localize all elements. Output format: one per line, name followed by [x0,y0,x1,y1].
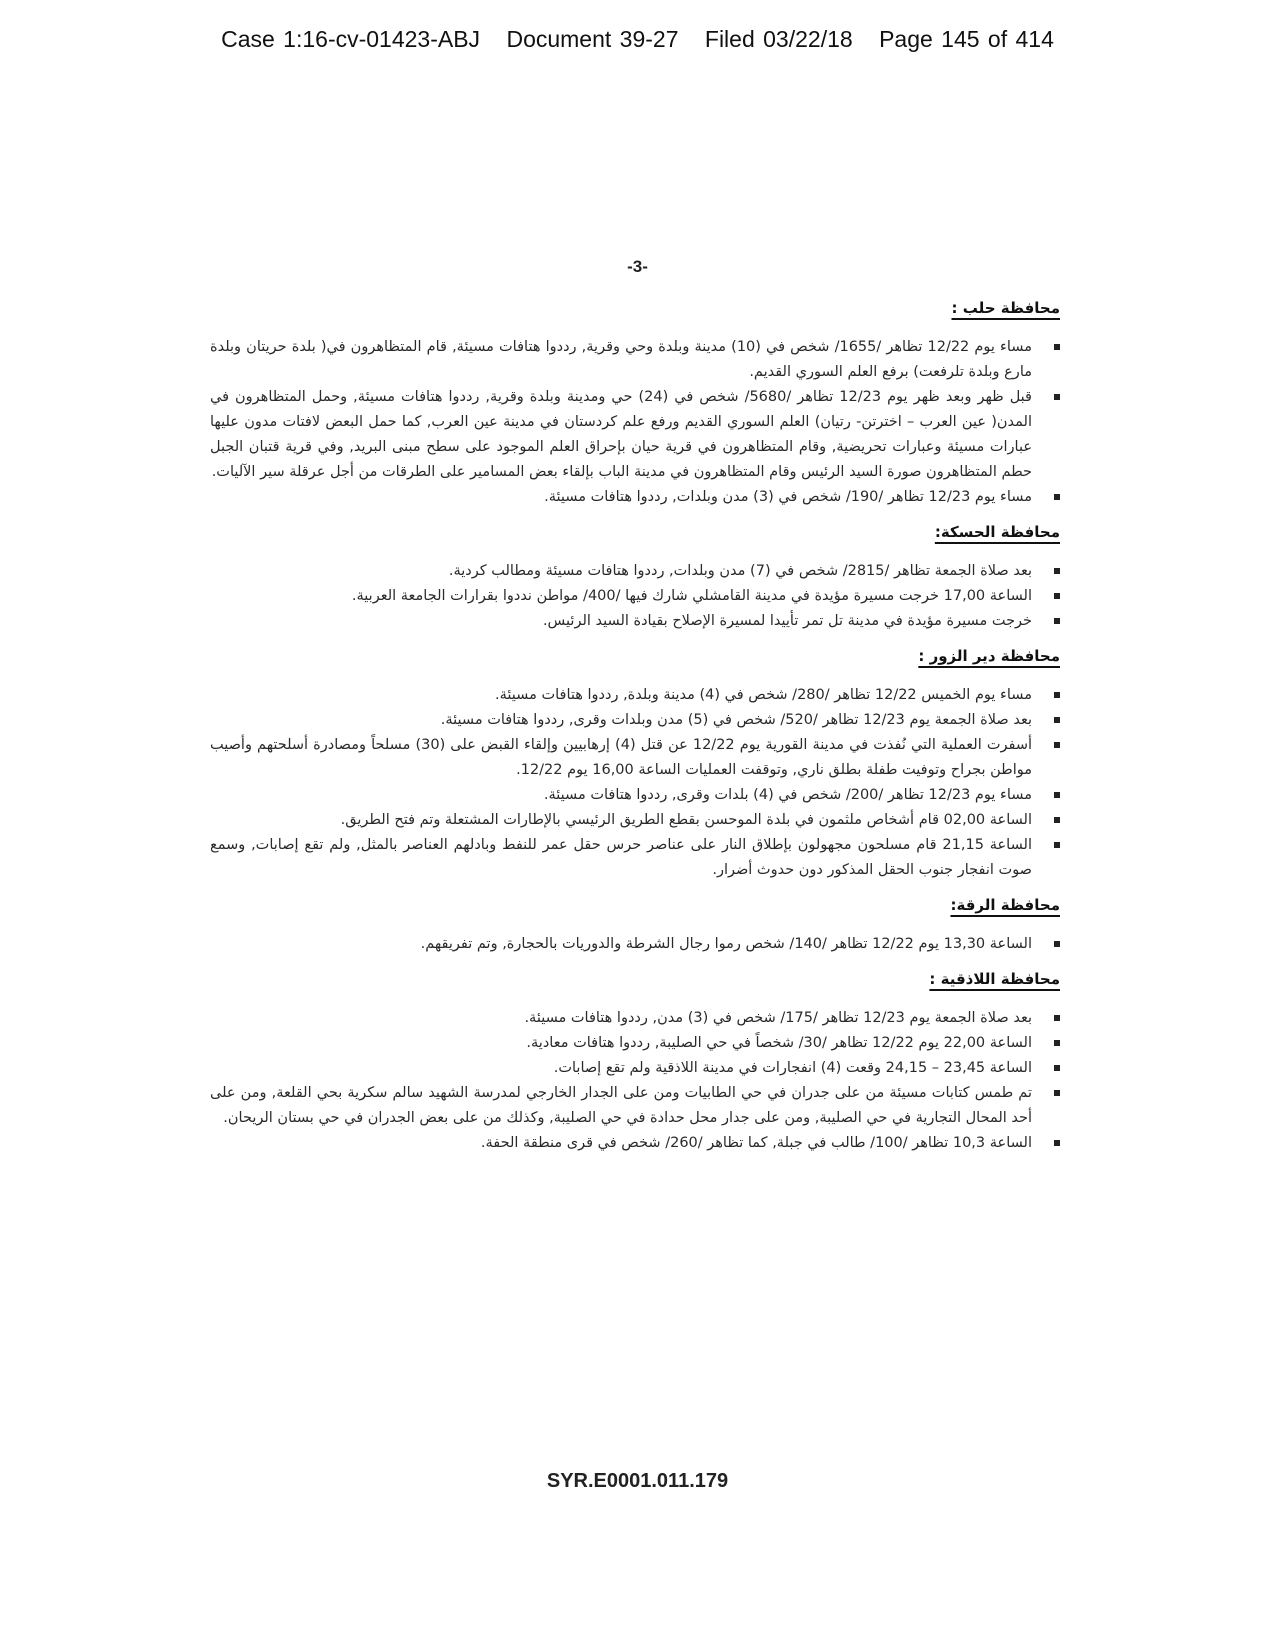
square-bullet-icon [1054,494,1060,500]
section-title: محافظة الحسكة: [934,523,1060,541]
case-header [0,26,1275,53]
bullet-list [210,559,1060,634]
square-bullet-icon [1054,717,1060,723]
document-number: Document 39-27 [506,26,679,52]
square-bullet-icon [1054,568,1060,574]
bullet-list [210,1006,1060,1156]
section-latakia [210,967,1060,1156]
list-item-text: تم طمس كتابات مسيئة من على جدران في حي الطابيات ومن على الجدار الخارجي لمدرسة الشهيد سالم سكرية بحي القلعة, ومن على أحد المحال التجارية في حي الصليبة, ومن على جدار محل حدادة في حي الصليبة, وكذلك من على بعض الجدران في حي بستان الريحان. [210,1085,1032,1126]
list-item [210,1056,1060,1081]
list-item-text: الساعة 13,30 يوم 12/22 تظاهر /140/ شخص رموا رجال الشرطة والدوريات بالحجارة, وتم تفريقهم. [420,936,1032,952]
square-bullet-icon [1054,742,1060,748]
square-bullet-icon [1054,1140,1060,1146]
list-item [210,783,1060,808]
list-item-text: مساء يوم 12/23 تظاهر /200/ شخص في (4) بلدات وقرى, رددوا هتافات مسيئة. [543,787,1032,803]
list-item [210,733,1060,783]
list-item-text: بعد صلاة الجمعة يوم 12/23 تظاهر /520/ شخص في (5) مدن وبلدات وقرى, رددوا هتافات مسيئة. [440,712,1032,728]
list-item-text: الساعة 02,00 قام أشخاص ملثمون في بلدة الموحسن بقطع الطريق الرئيسي بالإطارات المشتعلة وتم فتح الطريق. [340,812,1032,828]
list-item [210,385,1060,485]
list-item [210,609,1060,634]
list-item [210,1131,1060,1156]
square-bullet-icon [1054,593,1060,599]
list-item-text: مساء يوم 12/22 تظاهر /1655/ شخص في (10) مدينة وبلدة وحي وقرية, رددوا هتافات مسيئة, قام المتظاهرون في( بلدة حريتان وبلدة مارع وبلدة تلرفعت) برفع العلم السوري القديم. [210,339,1032,380]
square-bullet-icon [1054,394,1060,400]
square-bullet-icon [1054,1040,1060,1046]
list-item-text: مساء يوم 12/23 تظاهر /190/ شخص في (3) مدن وبلدات, رددوا هتافات مسيئة. [544,489,1032,505]
list-item [210,485,1060,510]
list-item-text: الساعة 21,15 قام مسلحون مجهولون بإطلاق النار على عناصر حرس حقل عمر للنفط وبادلهم العناصر بالمثل, ولم تقع إصابات, وسمع صوت انفجار جنوب الحقل المذكور دون حدوث أضرار. [210,837,1032,878]
section-title: محافظة الرقة: [950,896,1060,914]
list-item-text: خرجت مسيرة مؤيدة في مدينة تل تمر تأييدا لمسيرة الإصلاح بقيادة السيد الرئيس. [542,613,1032,629]
list-item-text: أسفرت العملية التي نُفذت في مدينة القورية يوم 12/22 عن قتل (4) إرهابيين وإلقاء القبض على (30) مسلحاً ومصادرة أسلحتهم وأصيب مواطن بجراح وتوفيت طفلة بطلق ناري, وتوقفت العمليات الساعة 16,00 يوم 12/22. [210,737,1032,778]
list-item [210,335,1060,385]
section-raqqa [210,893,1060,957]
list-item [210,1081,1060,1131]
list-item-text: الساعة 22,00 يوم 12/22 تظاهر /30/ شخصاً في حي الصليبة, رددوا هتافات معادية. [526,1035,1032,1051]
square-bullet-icon [1054,692,1060,698]
square-bullet-icon [1054,1065,1060,1071]
square-bullet-icon [1054,618,1060,624]
page-number: -3- [627,257,648,276]
section-aleppo [210,296,1060,510]
section-title: محافظة حلب : [951,299,1060,317]
list-item-text: الساعة 17,00 خرجت مسيرة مؤيدة في مدينة القامشلي شارك فيها /400/ مواطن نددوا بقرارات الجامعة العربية. [351,588,1032,604]
section-deir-ez-zor [210,644,1060,883]
bullet-list [210,335,1060,510]
list-item [210,1031,1060,1056]
list-item [210,1006,1060,1031]
bullet-list [210,932,1060,957]
bullet-list [210,683,1060,883]
list-item [210,808,1060,833]
list-item [210,683,1060,708]
filed-date: Filed 03/22/18 [704,26,853,52]
list-item-text: الساعة 10,3 تظاهر /100/ طالب في جبلة, كما تظاهر /260/ شخص في قرى منطقة الحفة. [480,1135,1032,1151]
list-item-text: مساء يوم الخميس 12/22 تظاهر /280/ شخص في (4) مدينة وبلدة, رددوا هتافات مسيئة. [495,687,1032,703]
square-bullet-icon [1054,941,1060,947]
list-item-text: بعد صلاة الجمعة يوم 12/23 تظاهر /175/ شخص في (3) مدن, رددوا هتافات مسيئة. [524,1010,1032,1026]
list-item [210,932,1060,957]
list-item-text: الساعة 23,45 – 24,15 وقعت (4) انفجارات في مدينة اللاذقية ولم تقع إصابات. [553,1060,1032,1076]
document-body [210,296,1060,1166]
square-bullet-icon [1054,344,1060,350]
case-number: Case 1:16-cv-01423-ABJ [221,26,481,52]
bates-number: SYR.E0001.011.179 [546,1470,729,1492]
section-title: محافظة اللاذقية : [929,970,1060,988]
square-bullet-icon [1054,817,1060,823]
list-item-text: بعد صلاة الجمعة تظاهر /2815/ شخص في (7) مدن وبلدات, رددوا هتافات مسيئة ومطالب كردية. [448,563,1032,579]
square-bullet-icon [1054,1090,1060,1096]
square-bullet-icon [1054,1015,1060,1021]
list-item [210,584,1060,609]
list-item [210,708,1060,733]
list-item [210,833,1060,883]
section-title: محافظة دير الزور : [918,647,1060,665]
list-item [210,559,1060,584]
square-bullet-icon [1054,842,1060,848]
list-item-text: قبل ظهر وبعد ظهر يوم 12/23 تظاهر /5680/ شخص في (24) حي ومدينة وبلدة وقرية, رددوا هتافات مسيئة, وحمل المتظاهرون في المدن( عين العرب – اخترتن- رتيان) العلم السوري القديم ورفع علم كردستان في مدينة عين العرب, كما حمل البعض لافتات مدون عليها عبارات مسيئة وعبارات تحريضية, وقام المتظاهرون في قرية حيان بإحراق العلم الموجود على سطح مبنى البريد, وفي قرية قتبان الجبل حطم المتظاهرون صورة السيد الرئيس وقام المتظاهرون في مدينة الباب بإلقاء بعض المسامير على الطرقات من أجل عرقلة سير الآليات. [210,389,1032,480]
page-count: Page 145 of 414 [879,26,1054,52]
square-bullet-icon [1054,792,1060,798]
section-hasakah [210,520,1060,634]
